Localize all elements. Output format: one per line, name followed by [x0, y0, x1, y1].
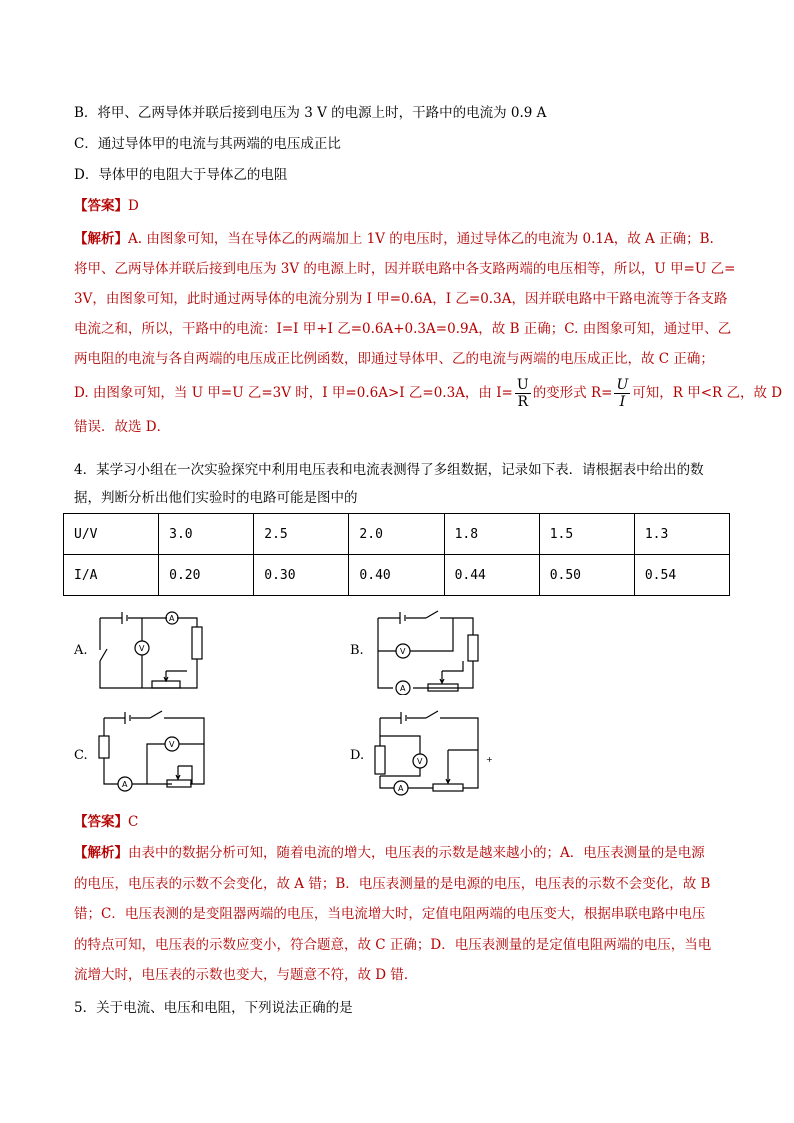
- figure-label-a: A.: [74, 643, 88, 658]
- analysis-line: 【解析】由表中的数据分析可知，随着电流的增大，电压表的示数是越来越小的；A．电压表测量的是电源: [74, 845, 705, 861]
- table-cell: 0.44: [444, 555, 539, 596]
- circuit-diagram-a: [92, 603, 217, 695]
- table-cell: 2.0: [349, 514, 444, 555]
- switch-icon: [426, 711, 438, 718]
- voltmeter-label: V: [169, 740, 175, 749]
- q3-option-d: D．导体甲的电阻大于导体乙的电阻: [74, 167, 288, 183]
- resistor-icon: [192, 627, 202, 659]
- table-cell: 1.5: [539, 514, 634, 555]
- switch-icon: [100, 649, 107, 661]
- analysis-line: 【解析】A. 由图象可知，当在导体乙的两端加上 1V 的电压时，通过导体乙的电流为 0.1A，故 A 正确；B.: [74, 231, 714, 247]
- voltmeter-label: V: [400, 647, 406, 656]
- q3-analysis: [74, 224, 783, 442]
- table-cell: I/A: [64, 555, 159, 596]
- q5-stem: 5．关于电流、电压和电阻，下列说法正确的是: [74, 1000, 353, 1016]
- figure-label-b: B.: [350, 643, 364, 658]
- resistor-icon: [375, 746, 385, 774]
- switch-icon: [150, 711, 162, 718]
- q4-answer: [74, 812, 138, 832]
- resistor-icon: [468, 635, 478, 661]
- analysis-tag: 【解析】: [74, 231, 128, 247]
- ammeter-label: A: [169, 614, 175, 623]
- table-row: [64, 555, 730, 596]
- analysis-line: 电流之和，所以，干路中的电流：I=I 甲+I 乙=0.6A+0.3A=0.9A，故 B 正确；C. 由图象可知，通过甲、乙: [74, 321, 732, 337]
- answer-tag: 【答案】: [74, 814, 128, 830]
- fraction-u-over-r: $\frac{U}{R}$: [516, 377, 529, 410]
- analysis-line: 3V，由图象可知，此时通过两导体的电流分别为 I 甲=0.6A，I 乙=0.3A，因并联电路中干路电流等于各支路: [74, 291, 728, 307]
- stray-plus-mark: +: [486, 755, 493, 764]
- resistor-icon: [99, 736, 109, 758]
- table-cell: 1.3: [634, 514, 729, 555]
- table-cell: 2.5: [254, 514, 349, 555]
- answer-value: D: [128, 198, 139, 214]
- analysis-line: 错误．故选 D．: [74, 419, 171, 435]
- table-cell: 0.30: [254, 555, 349, 596]
- figure-label-d: D.: [350, 748, 365, 763]
- analysis-line: 流增大时，电压表的示数也变大，与题意不符，故 D 错．: [74, 967, 418, 983]
- answer-tag: 【答案】: [74, 198, 128, 214]
- voltmeter-label: V: [417, 757, 423, 766]
- analysis-line: 两电阻的电流与各自两端的电压成正比例函数，即通过导体甲、乙的电流与两端的电压成正比，故 C 正确；: [74, 351, 714, 367]
- fraction-u-over-i: $\frac{U}{I}$: [616, 377, 629, 410]
- table-cell: 0.50: [539, 555, 634, 596]
- circuit-diagram-b: [368, 603, 493, 695]
- q4-stem-line2: 据，判断分析出他们实验时的电路可能是图中的: [74, 490, 358, 506]
- analysis-line: 将甲、乙两导体并联后接到电压为 3V 的电源上时，因并联电路中各支路两端的电压相等，所以，U 甲=U 乙=: [74, 261, 736, 277]
- ammeter-label: A: [400, 684, 406, 693]
- switch-icon: [426, 611, 438, 618]
- data-table: [63, 513, 730, 596]
- answer-value: C: [128, 814, 139, 830]
- analysis-line: 的特点可知，电压表的示数应变小，符合题意，故 C 正确；D．电压表测量的是定值电阻两端的电压，当电: [74, 936, 712, 953]
- table-cell: 0.54: [634, 555, 729, 596]
- q4-analysis: [74, 838, 724, 991]
- q3-answer: [74, 196, 139, 216]
- table-cell: 0.40: [349, 555, 444, 596]
- table-cell: U/V: [64, 514, 159, 555]
- table-cell: 0.20: [159, 555, 254, 596]
- q3-option-c: C．通过导体甲的电流与其两端的电压成正比: [74, 136, 341, 152]
- analysis-line: 的电压，电压表的示数不会变化，故 A 错；B．电压表测量的是电源的电压，电压表的示数不会变化，故 B: [74, 875, 711, 892]
- analysis-tag: 【解析】: [74, 845, 128, 861]
- analysis-line: 错；C．电压表测的是变阻器两端的电压，当电流增大时，定值电阻两端的电压变大，根据串联电路中电压: [74, 906, 706, 922]
- circuit-diagram-c: [92, 706, 217, 798]
- table-row: [64, 514, 730, 555]
- figure-label-c: C.: [74, 748, 88, 763]
- table-cell: 3.0: [159, 514, 254, 555]
- ammeter-label: A: [398, 784, 404, 793]
- q4-stem-line1: 4．某学习小组在一次实验探究中利用电压表和电流表测得了多组数据，记录如下表．请根据表中给出的数: [74, 462, 704, 478]
- rheostat-icon: [433, 784, 463, 791]
- voltmeter-label: V: [139, 644, 145, 653]
- q3-option-b: B．将甲、乙两导体并联后接到电压为 3 V 的电源上时，干路中的电流为 0.9 A: [74, 105, 547, 121]
- analysis-line-with-formula: D. 由图象可知，当 U 甲=U 乙=3V 时，I 甲=0.6A>I 乙=0.3A，由 I= $\frac{U}{R}$ 的变形式 R= $\frac{U}{I}$ 可知，R 甲<R 乙，故 D: [74, 377, 783, 410]
- ammeter-label: A: [122, 780, 128, 789]
- table-cell: 1.8: [444, 514, 539, 555]
- circuit-diagram-d: [368, 706, 498, 798]
